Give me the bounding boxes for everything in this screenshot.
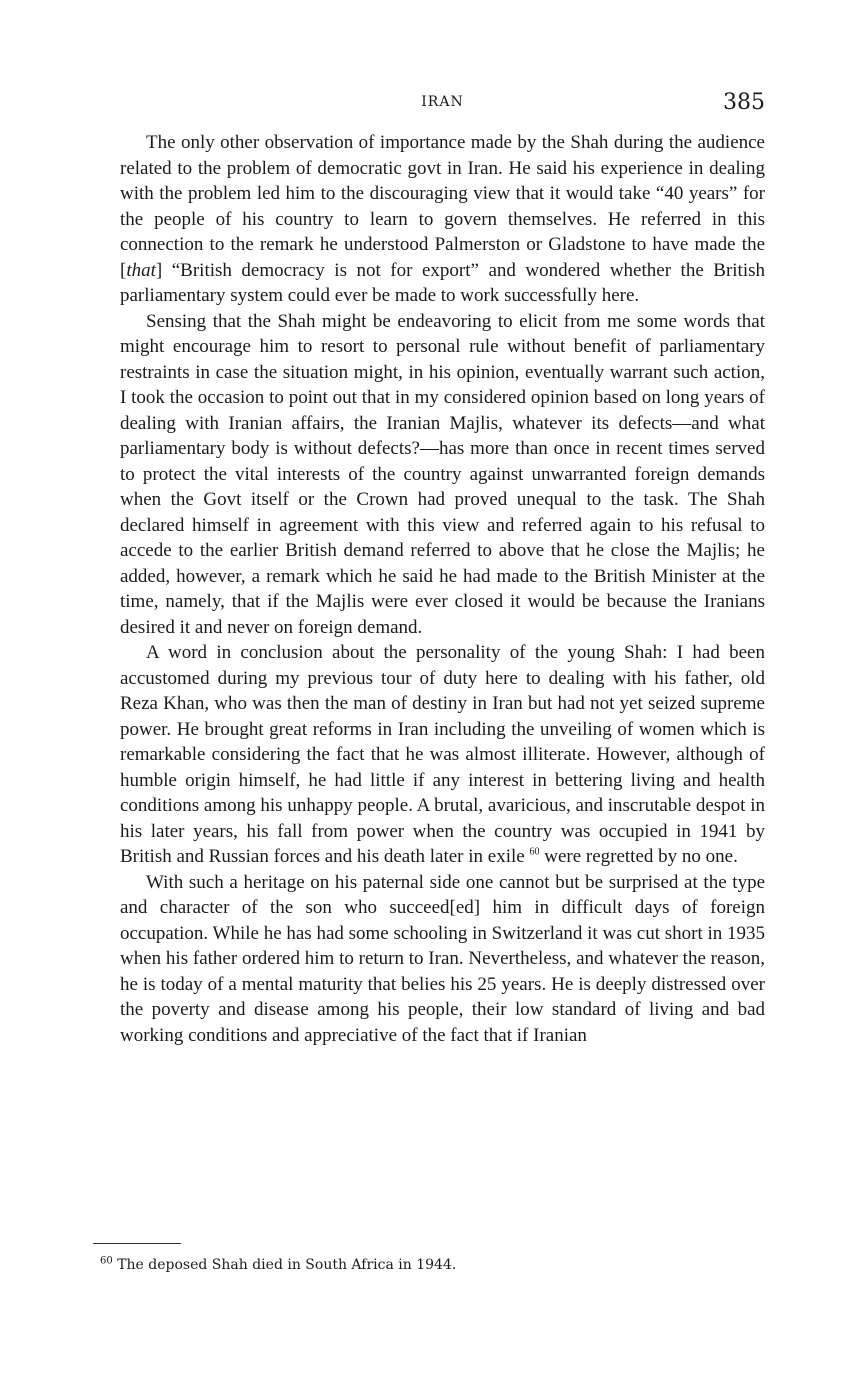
paragraph-3 [120,640,765,870]
paragraph-4 [120,870,765,1049]
editorial-bracket-close: ] [155,259,163,281]
body-text [120,130,765,1048]
footnote-text: The deposed Shah died in South Africa in 1944. [117,1257,457,1273]
paragraph-2 [120,309,765,641]
footnote-reference[interactable]: 60 [529,846,540,858]
footnote [100,1256,765,1274]
paragraph-1-text-after: “British democracy is not for export” and wondered whether the British parliamentary system could ever be made to work successfully here. [120,259,765,306]
footnote-marker: 60 [100,1255,113,1267]
editorial-insertion: that [126,259,156,281]
paragraph-1-text: The only other observation of importance made by the Shah during the audience related to the problem of democratic govt in Iran. He said his experience in dealing with the problem led him to the discouraging view that it would take “40 years” for the people of his country to learn to govern themselves. He referred in this connection to the remark he understood Palmerston or Gladstone to have made the [120,132,765,255]
footnote-divider [93,1243,181,1244]
page-header [120,90,765,120]
paragraph-2-text: Sensing that the Shah might be endeavoring to elicit from me some words that might encourage him to resort to personal rule without benefit of parliamentary restraints in case the situation might, in his opinion, eventually warrant such action, I took the occasion to point out that in my considered opinion based on long years of dealing with Iranian affairs, the Iranian Majlis, whatever its defects—and what parliamentary body is without defects?—has more than once in recent times served to protect the vital interests of the country against unwarranted foreign demands when the Govt itself or the Crown had proved unequal to the task. The Shah declared himself in agreement with this view and referred again to his refusal to accede to the earlier British demand referred to above that he close the Majlis; he added, however, a remark which he said he had made to the British Minister at the time, namely, that if the Majlis were ever closed it would be because the Iranians desired it and never on foreign demand. [120,310,765,638]
paragraph-1 [120,130,765,309]
paragraph-4-text: With such a heritage on his paternal side one cannot but be surprised at the type and character of the son who succeed[ed] him in difficult days of foreign occupation. While he has had some schooling in Switzerland it was cut short in 1935 when his father ordered him to return to Iran. Nevertheless, and whatever the reason, he is today of a mental maturity that belies his 25 years. He is deeply distressed over the poverty and disease among his people, their low standard of living and bad working conditions and appreciative of the fact that if Iranian [120,871,765,1046]
paragraph-3-text-after: were regretted by no one. [544,846,738,867]
paragraph-3-text: A word in conclusion about the personality of the young Shah: I had been accustomed during my previous tour of duty here to dealing with his father, old Reza Khan, who was then the man of destiny in Iran but had not yet seized supreme power. He brought great reforms in Iran including the unveiling of women which is remarkable considering the fact that he was almost illiterate. However, although of humble origin himself, he had little if any interest in bettering living and health conditions among his unhappy people. A brutal, avaricious, and inscrutable despot in his later years, his fall from power when the country was occupied in 1941 by British and Russian forces and his death later in exile [120,642,765,867]
editorial-bracket-open: [ [120,259,127,281]
running-head: IRAN [421,94,464,110]
page-number: 385 [723,90,765,115]
